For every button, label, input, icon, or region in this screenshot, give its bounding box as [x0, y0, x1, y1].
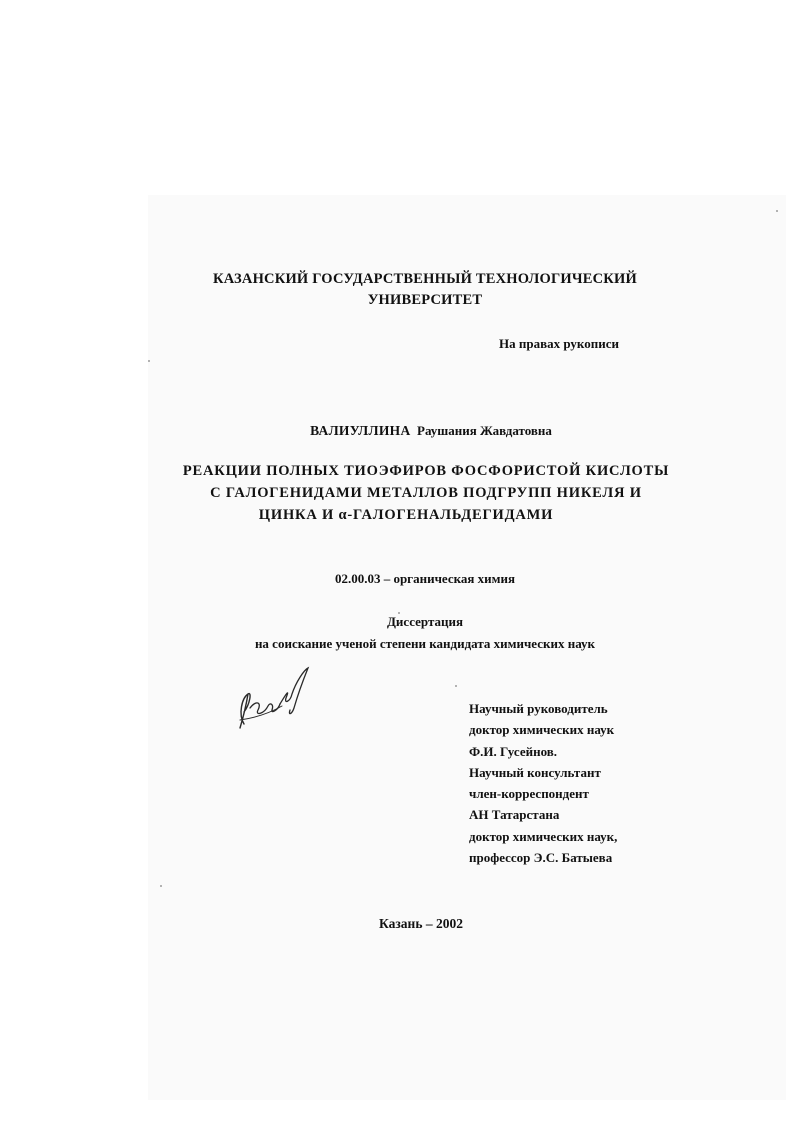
author-surname: ВАЛИУЛЛИНА [310, 423, 411, 438]
supervisor-line: Научный консультант [469, 764, 601, 780]
scan-speck [160, 885, 162, 887]
author-given-names: Раушания Жавдатовна [417, 423, 552, 438]
supervisor-line: доктор химических наук [469, 722, 615, 738]
supervisor-line: Научный руководитель [469, 701, 608, 716]
scan-speck [148, 360, 150, 362]
handwritten-signature [234, 664, 316, 734]
supervisor-line: АН Татарстана [469, 807, 560, 823]
supervisor-block [469, 698, 617, 868]
supervisor-line: доктор химических наук, [469, 828, 618, 844]
university-name-line-2: УНИВЕРСИТЕТ [367, 292, 483, 308]
dissertation-title-line-2: С ГАЛОГЕНИДАМИ МЕТАЛЛОВ ПОДГРУПП НИКЕЛЯ И [210, 485, 642, 501]
scan-speck [398, 612, 400, 614]
university-name-line-1: КАЗАНСКИЙ ГОСУДАРСТВЕННЫЙ ТЕХНОЛОГИЧЕСКИЙ [213, 271, 637, 287]
manuscript-rights-note: На правах рукописи [499, 336, 619, 351]
dissertation-title-line-1: РЕАКЦИИ ПОЛНЫХ ТИОЭФИРОВ ФОСФОРИСТОЙ КИСЛОТЫ [182, 463, 670, 479]
dissertation-label: Диссертация [386, 614, 464, 629]
supervisor-line: член-корреспондент [469, 786, 589, 802]
scan-speck [455, 685, 457, 687]
degree-statement: на соискание ученой степени кандидата химических наук [254, 636, 596, 651]
supervisor-line: профессор Э.С. Батыева [469, 850, 613, 866]
specialty-code: 02.00.03 – органическая химия [334, 571, 516, 586]
city-year: Казань – 2002 [379, 916, 463, 931]
scan-speck [776, 210, 778, 212]
dissertation-title-line-3: ЦИНКА И α-ГАЛОГЕНАЛЬДЕГИДАМИ [258, 507, 554, 523]
author-name [0, 423, 795, 439]
supervisor-line: Ф.И. Гусейнов. [469, 743, 558, 759]
